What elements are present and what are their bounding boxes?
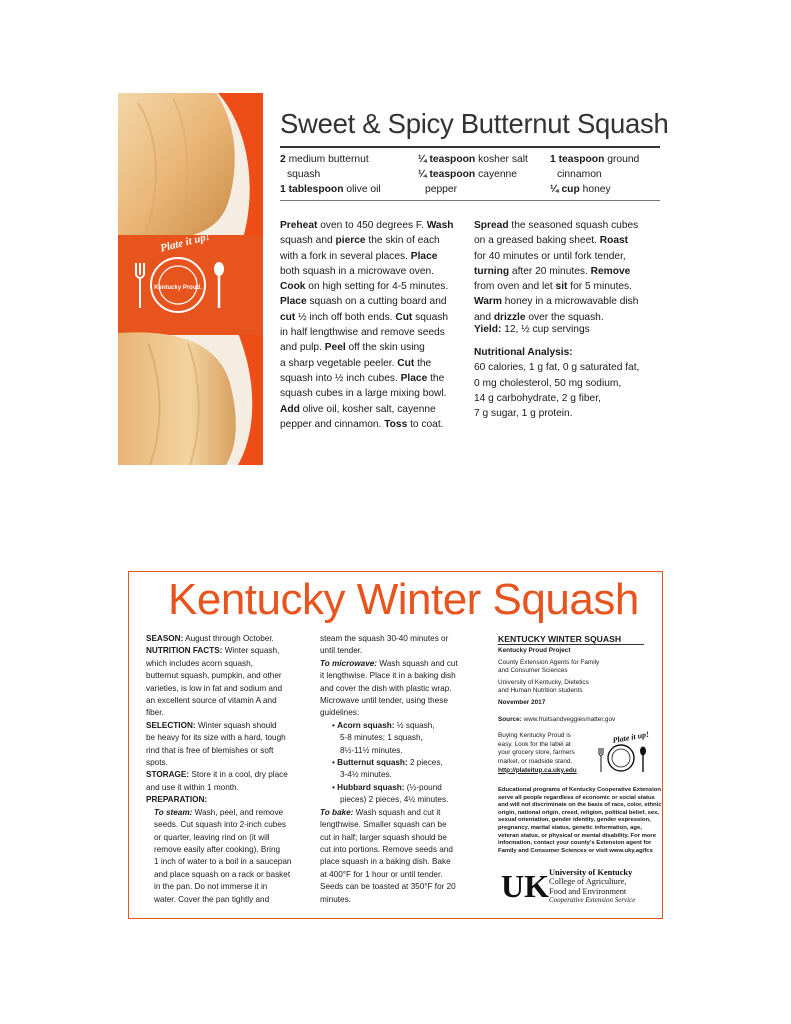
plate-it-up-logo	[593, 729, 651, 776]
flyer-line: Seeds can be toasted at 350°F for 20	[320, 882, 456, 892]
flyer-line: in the pan. Do not immerse it in	[154, 882, 268, 892]
uk-line: Cooperative Extension Service	[549, 896, 636, 905]
direction-line: Cook on high setting for 4-5 minutes.	[280, 281, 449, 293]
date: November 2017	[498, 698, 546, 706]
ingredient-line: ¼ teaspoon kosher salt	[418, 154, 528, 165]
flyer-line: PREPARATION:	[146, 795, 208, 805]
direction-line: a sharp vegetable peeler. Cut the	[280, 357, 432, 369]
butternut-squash-photo-strip	[118, 93, 263, 465]
nutrition-label: Nutritional Analysis:	[474, 347, 573, 358]
direction-line: cut ½ inch off both ends. Cut squash	[280, 311, 449, 323]
uk-line: University of Kentucky	[549, 868, 633, 877]
flyer-line: lengthwise. Smaller squash can be	[320, 820, 447, 830]
uk-line: Food and Environment	[549, 886, 627, 896]
flyer-line: water. Cover the pan tightly and	[154, 894, 270, 904]
ingredients-col-1	[280, 152, 381, 197]
flyer-column-1	[146, 633, 306, 906]
direction-line: with a fork in several places. Place	[280, 250, 438, 262]
flyer-line: fiber.	[146, 708, 164, 718]
direction-line: Preheat oven to 450 degrees F. Wash	[280, 220, 454, 231]
flyer-line: remove easily after cooking). Bring	[154, 844, 281, 854]
flyer-line: butternut squash, pumpkin, and other	[146, 671, 282, 681]
flyer-line: varieties, is low in fat and sodium and	[146, 683, 283, 693]
flyer-line: and use it within 1 month.	[146, 782, 239, 792]
flyer-line: • Butternut squash: 2 pieces,	[332, 758, 443, 768]
buying-line: your grocery store, farmers	[498, 749, 575, 757]
flyer-line: guidelines:	[320, 708, 360, 718]
credit-line: County Extension Agents for Family	[498, 658, 600, 666]
direction-line: squash and pierce the skin of each	[280, 235, 440, 247]
direction-line: for 40 minutes or until fork tender,	[474, 250, 626, 262]
flyer-line: cut in half; larger squash should be	[320, 832, 447, 842]
edu-line: pregnancy, marital status, genetic information, age,	[498, 824, 642, 831]
flyer-line: SEASON: August through October.	[146, 634, 274, 643]
direction-line: and drizzle over the squash.	[474, 311, 604, 323]
direction-line: both squash in a microwave oven.	[280, 265, 435, 277]
yield: Yield: 12, ½ cup servings	[474, 324, 590, 335]
right-heading-divider	[498, 644, 644, 645]
ingredient-line: ¼ cup honey	[550, 184, 611, 195]
right-heading: KENTUCKY WINTER SQUASH	[498, 634, 622, 644]
ingredient-line: 2 medium butternut	[280, 154, 369, 165]
flyer-line: place squash in a baking dish. Bake	[320, 857, 451, 867]
flyer-line: 5-8 minutes; 1 squash,	[340, 733, 423, 743]
buying-line: easy. Look for the label at	[498, 740, 571, 748]
flyer-line: spots.	[146, 758, 168, 768]
flyer-line: rind that is free of blemishes or soft	[146, 745, 274, 755]
flyer-line: be heavy for its size with a hard, tough	[146, 733, 286, 743]
edu-line: Family and Consumer Sciences or visit www.uky.ag/fcs	[498, 847, 653, 854]
directions-left	[280, 218, 470, 432]
credit-line: and Human Nutrition students	[498, 687, 583, 695]
direction-line: in half lengthwise and remove seeds	[280, 327, 445, 339]
uk-logo	[500, 866, 549, 904]
flyer-line: which includes acorn squash,	[146, 658, 253, 668]
direction-line: turning after 20 minutes. Remove	[474, 265, 631, 277]
badge-plate-text: Plate it up!	[159, 230, 212, 255]
uk-line: College of Agriculture,	[549, 877, 627, 887]
flyer-line: it lengthwise. Place it in a baking dish	[320, 671, 456, 681]
direction-line: Place squash on a cutting board and	[280, 296, 447, 308]
badge-ring-text: Kentucky Proud.	[154, 285, 202, 291]
edu-line: Educational programs of Kentucky Cooperative Extension	[498, 787, 662, 793]
flyer-line: 8½-11½ minutes.	[340, 745, 403, 755]
ingredient-line: 1 teaspoon ground	[550, 154, 640, 165]
flyer-line: cut into portions. Remove seeds and	[320, 844, 453, 854]
direction-line: squash into ½ inch cubes. Place the	[280, 372, 445, 384]
ingredient-line: ¼ teaspoon cayenne	[418, 169, 518, 180]
flyer-line: To bake: Wash squash and cut it	[320, 807, 441, 817]
nutritional-analysis	[474, 345, 639, 421]
direction-line: Add olive oil, kosher salt, cayenne	[280, 403, 436, 415]
ingredients-divider	[280, 200, 660, 201]
direction-line: squash cubes in a large mixing bowl.	[280, 388, 447, 400]
credit-line: and Consumer Sciences	[498, 667, 568, 675]
buying-line: Buying Kentucky Proud is	[498, 732, 571, 740]
directions-right	[474, 218, 664, 325]
edu-line: origin, national origin, creed, religion, political belief, sex,	[498, 809, 660, 816]
flyer-line: To steam: Wash, peel, and remove	[154, 807, 284, 817]
edu-line: sexual orientation, gender identity, gender expression,	[498, 817, 651, 824]
flyer-line: until tender.	[320, 646, 363, 656]
flyer-line: 3-4½ minutes.	[340, 770, 392, 780]
direction-line: and pulp. Peel off the skin using	[280, 342, 425, 354]
direction-line: Warm honey in a microwavable dish	[474, 296, 639, 308]
flyer-line: or quarter, leaving rind on (it will	[154, 832, 270, 842]
flyer-line: SELECTION: Winter squash should	[146, 720, 277, 730]
flyer-line: Microwave until tender, using these	[320, 696, 448, 706]
nutrition-line: 60 calories, 1 g fat, 0 g saturated fat,	[474, 362, 640, 374]
edu-line: information, contact your county's Extension agent for	[498, 840, 652, 847]
flyer-line: an excellent source of vitamin A and	[146, 696, 277, 706]
edu-line: veteran status, or physical or mental disability. For more	[498, 832, 657, 839]
plate-it-up-logo-text: Plate it up!	[611, 729, 650, 746]
flyer-line: STORAGE: Store it in a cool, dry place	[146, 770, 288, 780]
recipe-title: Sweet & Spicy Butternut Squash	[280, 108, 669, 139]
flyer-line: pieces) 2 pieces, 4½ minutes.	[340, 795, 449, 805]
uk-college-text	[549, 868, 635, 906]
flyer-line: To microwave: Wash squash and cut	[320, 658, 458, 668]
flyer-line: minutes.	[320, 894, 351, 904]
flyer-line: seeds. Cut squash into 2-inch cubes	[154, 820, 286, 830]
source-line: Source: www.fruitsandveggiesmatter.gov	[498, 715, 616, 723]
edu-line: serve all people regardless of economic or social status	[498, 794, 655, 801]
direction-line: Spread the seasoned squash cubes	[474, 220, 639, 231]
ingredient-line: 1 tablespoon olive oil	[280, 184, 381, 195]
nutrition-line: 0 mg cholesterol, 50 mg sodium,	[474, 377, 622, 389]
flyer-line: and cover the dish with plastic wrap.	[320, 683, 452, 693]
edu-line: and will not discriminate on the basis of race, color, ethnic	[498, 802, 662, 809]
direction-line: from oven and let sit for 5 minutes.	[474, 281, 632, 293]
ingredients-col-3	[550, 152, 639, 197]
flyer-line: and place squash on a rack or basket	[154, 869, 291, 879]
nutrition-line: 7 g sugar, 1 g protein.	[474, 408, 573, 420]
flyer-line: 1 inch of water to a boil in a saucepan	[154, 857, 292, 867]
plateitup-link[interactable]: http://plateitup.ca.uky.edu	[498, 766, 577, 774]
flyer-line: NUTRITION FACTS: Winter squash,	[146, 646, 280, 656]
flyer-title: Kentucky Winter Squash	[168, 575, 639, 624]
credit-line: University of Kentucky, Dietetics	[498, 678, 589, 686]
ingredient-line: squash	[287, 169, 321, 180]
flyer-line: • Acorn squash: ½ squash,	[332, 720, 435, 730]
flyer-line: at 400°F for 1 hour or until tender.	[320, 869, 443, 879]
educational-statement	[498, 787, 662, 855]
title-divider	[280, 146, 660, 148]
ingredients-col-2	[418, 152, 528, 197]
ingredient-line: cinnamon	[557, 169, 602, 180]
flyer-line: • Hubbard squash: (½-pound	[332, 782, 442, 792]
direction-line: pepper and cinnamon. Toss to coat.	[280, 418, 444, 430]
ingredient-line: pepper	[425, 184, 458, 195]
direction-line: on a greased baking sheet. Roast	[474, 235, 629, 247]
nutrition-line: 14 g carbohydrate, 2 g fiber,	[474, 392, 601, 404]
flyer-line: steam the squash 30-40 minutes or	[320, 634, 449, 643]
uk-logo-text: UK	[501, 868, 549, 904]
buying-line: market, or roadside stand.	[498, 757, 573, 765]
project-name: Kentucky Proud Project	[498, 647, 571, 654]
squash-photo	[118, 93, 263, 465]
flyer-column-2	[320, 633, 490, 906]
